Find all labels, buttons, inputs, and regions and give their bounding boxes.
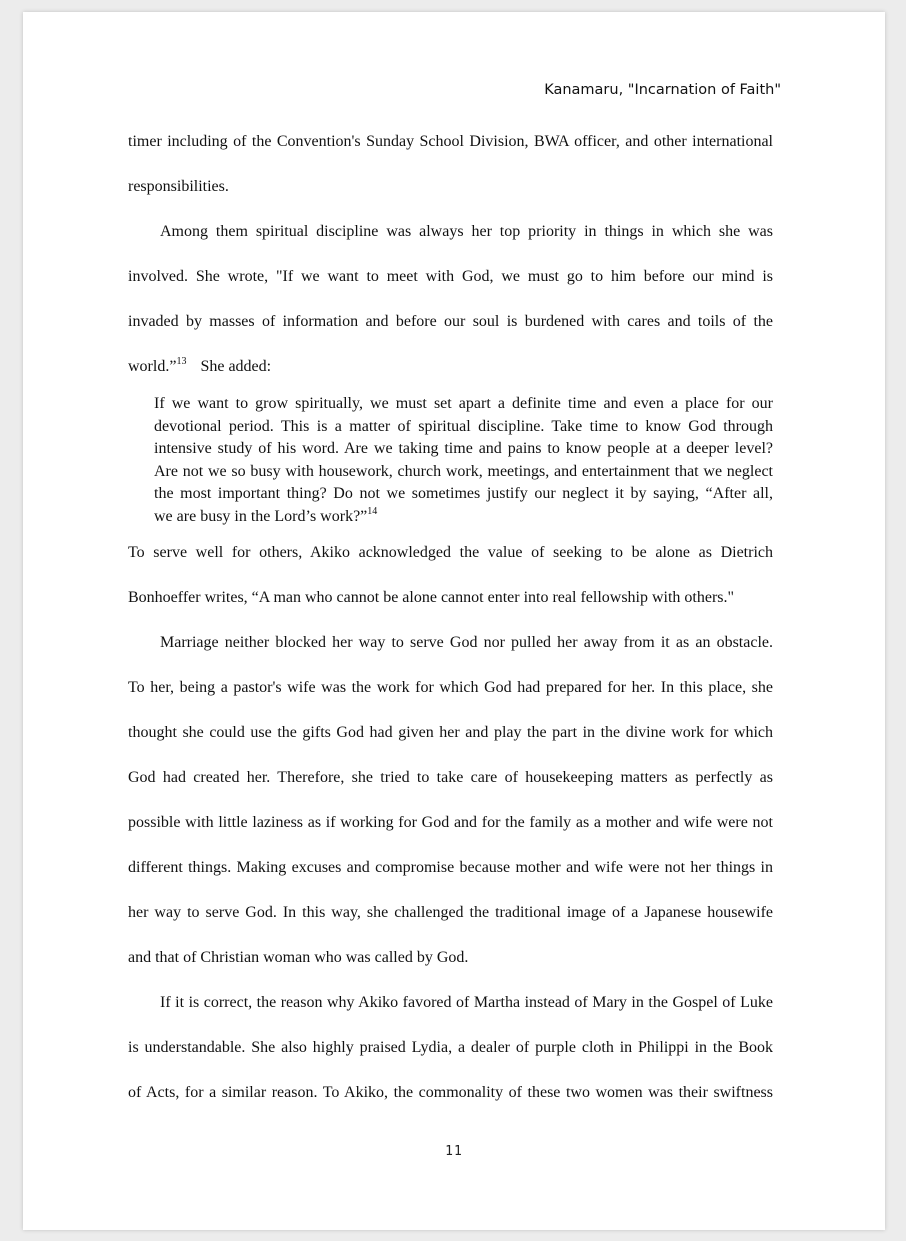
text-fragment: She added: <box>200 358 272 375</box>
text-line: possible with little laziness as if working for God and for the family as a mother and wife were not <box>128 814 773 831</box>
text-line: of Acts, for a similar reason. To Akiko, the commonality of these two women was their swiftness <box>128 1084 773 1101</box>
text-line: To serve well for others, Akiko acknowledged the value of seeking to be alone as Dietrich <box>128 544 773 561</box>
text-line: If it is correct, the reason why Akiko favored of Martha instead of Mary in the Gospel of Luke <box>160 994 773 1011</box>
text-line: thought she could use the gifts God had given her and play the part in the divine work for which <box>128 724 773 741</box>
quote-line: devotional period. This is a matter of spiritual discipline. Take time to know God through <box>154 417 773 435</box>
text-line: responsibilities. <box>128 178 229 195</box>
text-line: her way to serve God. In this way, she challenged the traditional image of a Japanese housewife <box>128 904 773 921</box>
text-line: invaded by masses of information and before our soul is burdened with cares and toils of the <box>128 313 773 330</box>
body-text <box>128 119 773 1115</box>
text-line: Among them spiritual discipline was always her top priority in things in which she was <box>160 223 773 240</box>
quote-line: the most important thing? Do not we sometimes justify our neglect it by saying, “After all, <box>154 485 773 502</box>
quote-line: If we want to grow spiritually, we must set apart a definite time and even a place for our <box>154 395 773 412</box>
text-line: different things. Making excuses and compromise because mother and wife were not her things in <box>128 859 773 876</box>
quote-line: intensive study of his word. Are we taking time and pains to know people at a deeper level? <box>154 440 773 457</box>
text-line <box>128 344 773 389</box>
text-line: Marriage neither blocked her way to serve God nor pulled her away from it as an obstacle. <box>160 634 773 651</box>
text-line: God had created her. Therefore, she tried to take care of housekeeping matters as perfectly as <box>128 769 773 786</box>
text-fragment: world.” <box>128 358 177 375</box>
text-line: involved. She wrote, "If we want to meet with God, we must go to him before our mind is <box>128 268 773 285</box>
running-head: Kanamaru, "Incarnation of Faith" <box>544 82 781 98</box>
footnote-ref-14: 14 <box>367 505 378 517</box>
text-line: timer including of the Convention's Sunday School Division, BWA officer, and other international <box>128 133 773 150</box>
text-line: Bonhoeffer writes, “A man who cannot be alone cannot enter into real fellowship with others." <box>128 589 735 606</box>
quote-line: Are not we so busy with housework, church work, meetings, and entertainment that we neglect <box>154 462 773 480</box>
document-page <box>23 12 885 1230</box>
text-fragment: we are busy in the Lord’s work?” <box>154 507 368 525</box>
text-line: To her, being a pastor's wife was the work for which God had prepared for her. In this place, she <box>128 679 773 696</box>
block-quote <box>154 393 773 528</box>
footnote-ref-13: 13 <box>176 356 187 367</box>
quote-line <box>154 506 773 529</box>
text-line: and that of Christian woman who was called by God. <box>128 949 469 966</box>
page-number: 11 <box>445 1144 463 1159</box>
text-line: is understandable. She also highly praised Lydia, a dealer of purple cloth in Philippi in the Book <box>128 1039 773 1056</box>
